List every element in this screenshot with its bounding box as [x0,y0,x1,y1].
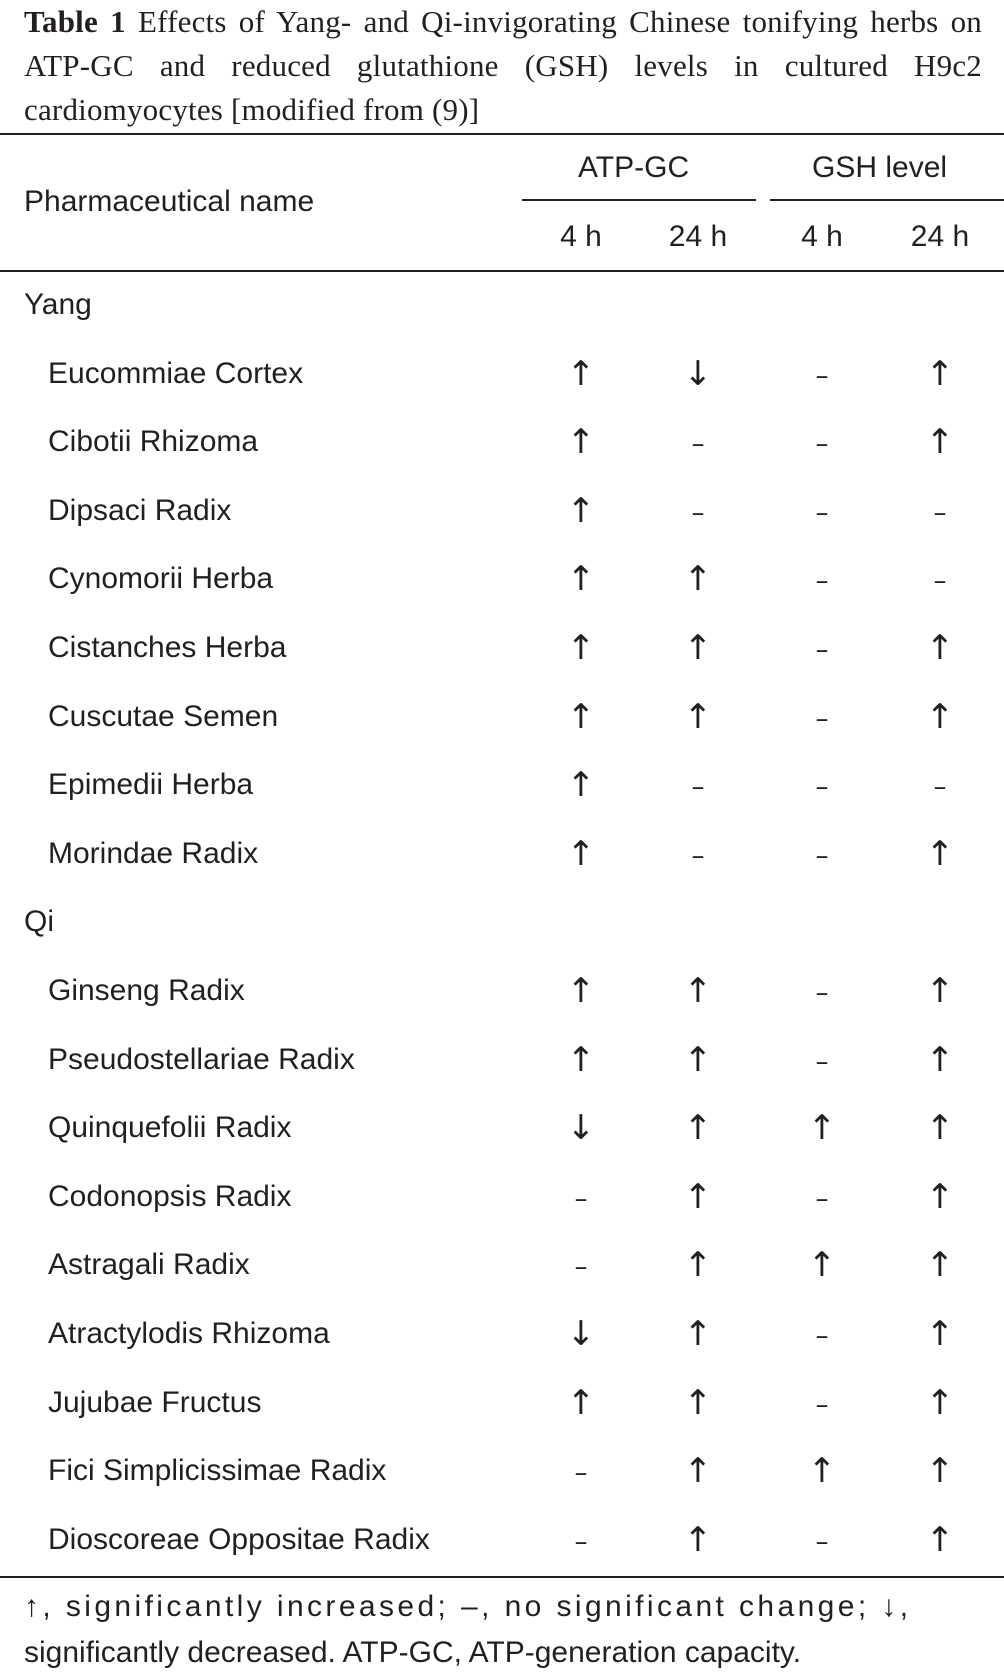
header-gsh-4h: 4 h [801,220,843,253]
table-row [0,1163,1004,1232]
effect-cell: ↑ [566,833,596,874]
herb-name: Fici Simplicissimae Radix [48,1454,387,1488]
effect-cell: ↑ [566,353,596,394]
table-footnote [24,1584,982,1676]
effect-cell: – [815,772,829,803]
effect-cell: ↓ [683,353,713,394]
effect-cell: ↑ [925,1313,955,1354]
effect-cell: ↑ [566,1039,596,1080]
herb-name: Cuscutae Semen [48,699,279,733]
herb-name: Cibotii Rhizoma [48,425,259,459]
effect-cell: ↑ [683,1176,713,1217]
effect-cell: – [815,360,829,391]
effect-cell: – [815,1046,829,1077]
effect-cell: – [815,1389,829,1420]
table-row [0,820,1004,889]
table-row [0,1369,1004,1438]
effect-cell: – [574,1252,588,1283]
effect-cell: – [691,840,705,871]
herb-name: Dioscoreae Oppositae Radix [48,1522,430,1556]
effect-cell: – [815,566,829,597]
effect-cell: ↓ [566,1108,596,1149]
effect-cell: ↑ [925,1451,955,1492]
table-row [0,1506,1004,1575]
herb-name: Morindae Radix [48,836,259,870]
effect-cell: ↑ [925,970,955,1011]
table-row [0,408,1004,477]
table-row [0,477,1004,546]
herb-name: Epimedii Herba [48,768,254,802]
group-label: Yang [24,288,92,321]
group-row [0,271,1004,340]
header-atp-24h: 24 h [668,220,728,253]
effect-cell: – [933,497,947,528]
atp-gc-span-rule [522,199,756,201]
table-caption [24,0,982,132]
bottom-rule [0,1576,1004,1578]
herb-name: Pseudostellariae Radix [48,1042,355,1076]
table-row [0,1300,1004,1369]
header-gsh-24h: 24 h [910,220,970,253]
effect-cell: ↑ [925,422,955,463]
effect-cell: ↑ [566,490,596,531]
top-rule [0,133,1004,135]
effect-cell: – [815,429,829,460]
effect-cell: ↑ [566,627,596,668]
effect-cell: ↑ [683,1519,713,1560]
effect-cell: – [933,566,947,597]
table-row [0,683,1004,752]
herb-name: Jujubae Fructus [48,1385,262,1419]
table-row [0,340,1004,409]
header-atp-gc: ATP-GC [578,151,690,184]
effect-cell: ↑ [925,1039,955,1080]
table-row [0,1026,1004,1095]
effect-cell: ↑ [683,696,713,737]
header-gsh-level: GSH level [812,151,948,184]
effect-cell: – [574,1526,588,1557]
effect-cell: ↑ [683,1451,713,1492]
herb-name: Ginseng Radix [48,973,245,1007]
table-body [0,271,1004,1574]
gsh-span-rule [770,199,1004,201]
effect-cell: – [691,497,705,528]
herb-name: Cistanches Herba [48,630,287,664]
effect-cell: ↑ [925,1245,955,1286]
effect-cell: – [815,1183,829,1214]
footnote-line-1: ↑, significantly increased; –, no significant change; ↓, [24,1590,912,1623]
effect-cell: ↑ [925,353,955,394]
effect-cell: ↑ [807,1245,837,1286]
effect-cell: ↑ [683,1245,713,1286]
effect-cell: ↑ [925,1519,955,1560]
effect-cell: – [815,634,829,665]
effect-cell: ↑ [925,1108,955,1149]
footnote-line-2: significantly decreased. ATP-GC, ATP-generation capacity. [24,1636,802,1669]
effect-cell: – [691,772,705,803]
herb-name: Cynomorii Herba [48,562,274,596]
effect-cell: – [815,1526,829,1557]
effect-cell: ↑ [566,765,596,806]
effect-cell: – [815,977,829,1008]
effect-cell: ↑ [566,422,596,463]
effect-cell: ↑ [566,1382,596,1423]
effect-cell: – [815,1320,829,1351]
effect-cell: – [933,772,947,803]
herb-name: Astragali Radix [48,1248,250,1282]
herb-name: Dipsaci Radix [48,493,232,527]
group-row [0,888,1004,957]
effect-cell: ↑ [566,559,596,600]
table-row [0,1437,1004,1506]
effect-cell: ↑ [683,1382,713,1423]
effect-cell: ↑ [925,1176,955,1217]
header-atp-4h: 4 h [560,220,602,253]
herb-name: Atractylodis Rhizoma [48,1316,330,1350]
effect-cell: ↑ [683,1039,713,1080]
table-row [0,751,1004,820]
effect-cell: ↑ [807,1108,837,1149]
table-row [0,1231,1004,1300]
effect-cell: – [574,1183,588,1214]
effect-cell: ↑ [683,559,713,600]
table-row [0,614,1004,683]
effect-cell: ↑ [925,627,955,668]
table-row [0,957,1004,1026]
effect-cell: ↑ [683,970,713,1011]
table-label: Table 1 [24,4,126,39]
table-row [0,545,1004,614]
effect-cell: ↑ [925,833,955,874]
effect-cell: – [574,1458,588,1489]
effect-cell: ↓ [566,1313,596,1354]
herb-name: Eucommiae Cortex [48,356,304,390]
header-pharmaceutical-name: Pharmaceutical name [24,185,315,218]
effect-cell: – [691,429,705,460]
effect-cell: ↑ [683,1313,713,1354]
effect-cell: ↑ [925,1382,955,1423]
table-row [0,1094,1004,1163]
effect-cell: – [815,840,829,871]
effect-cell: ↑ [807,1451,837,1492]
herb-name: Quinquefolii Radix [48,1111,292,1145]
effect-cell: – [815,703,829,734]
effect-cell: ↑ [683,627,713,668]
effect-cell: ↑ [683,1108,713,1149]
effect-cell: ↑ [566,696,596,737]
herb-name: Codonopsis Radix [48,1179,292,1213]
effect-cell: ↑ [566,970,596,1011]
table-caption-text: Effects of Yang- and Qi-invigorating Chinese tonifying herbs on ATP-GC and reduced glutathione (GSH) levels in cultured H9c2 cardiomyocytes [modified from (9)] [24,4,982,127]
effect-cell: ↑ [925,696,955,737]
effect-cell: – [815,497,829,528]
group-label: Qi [24,905,54,939]
